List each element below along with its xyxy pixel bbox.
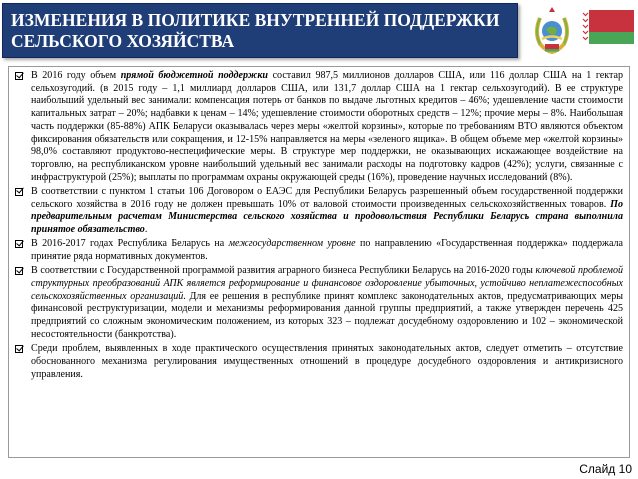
bullet-text: В 2016 году объем: [31, 70, 121, 81]
belarus-flag-icon: [582, 10, 634, 44]
bullet-emphasis: прямой бюджетной поддержки: [120, 70, 269, 81]
bullet-emphasis: По предварительным расчетам Министерства сельского хозяйства и продовольствия Республики Беларусь страна выполнила принятое обязательство: [31, 198, 623, 236]
bullet-text: В соответствии с Государственной программой развития аграрного бизнеса Республики Беларусь на 2016-2020 годы: [31, 265, 536, 277]
bullet-text: .: [144, 224, 148, 236]
slide-title-line-2: СЕЛЬСКОГО ХОЗЯЙСТВА: [11, 31, 235, 51]
bullet-emphasis: межгосударственном уровне: [228, 238, 356, 250]
checkbox-icon: [15, 267, 23, 275]
bullet-text: В соответствии с пунктом 1 статьи 106 Договором о ЕАЭС для Республики Беларусь разрешенный объем государственной поддержки сельского хозяйства в 2016 году не должен превышать 10% от валовой стоимости произведенных сельскохозяйственных товаров.: [31, 185, 623, 210]
bullet-emphasis: ключевой проблемой структурных преобразований АПК является реформирование и финансовое оздоровление убыточных, устойчиво неплатежеспособных сельскохозяйственных организаций: [31, 265, 624, 302]
bullet-item: [15, 343, 623, 381]
checkbox-icon: [15, 345, 23, 353]
belarus-emblem-icon: [532, 4, 572, 54]
bullet-text: В 2016-2017 годах Республика Беларусь на: [31, 238, 229, 250]
slide-title-banner: [2, 3, 518, 58]
slide-title-line-1: ИЗМЕНЕНИЯ В ПОЛИТИКЕ ВНУТРЕННЕЙ ПОДДЕРЖКИ: [11, 10, 500, 30]
bullet-text: Среди проблем, выявленных в ходе практического осуществления принятых законодательных актов, следует отметить – отсутствие обоснованного механизма регулирования имущественных отношений в процедуре досудебного оздоровления и антикризисного управления.: [31, 343, 623, 380]
bullet-text: . Для ее решения в республике принят комплекс законодательных актов, предусматривающих меры финансовой реструктуризации, модели и механизмы реформирования данной группы предприятий, а также утвержден перечень 425 предприятий со сложным экономическим положением, из которых 323 – подлежат досудебному оздоровлению и 102 – экономической несостоятельности (банкротства).: [31, 290, 623, 340]
bullet-item: [15, 265, 623, 341]
slide-content: [8, 66, 630, 458]
checkbox-icon: [15, 72, 23, 80]
bullet-item: [15, 70, 623, 184]
bullet-item: [15, 238, 623, 263]
bullet-text: по направлению «Государственная поддержка» поддержала принятие ряда нормативных документов.: [31, 238, 624, 263]
bullet-text: составил 987,5 миллионов долларов США, или 116 доллар США на 1 гектар сельхозугодий. (в 2015 году – 1,1 миллиард долларов США, или 131,7 доллар США на 1 гектар сельхозугодий). В ее структуре наибольший удельный вес занимали: компенсация потерь от банков по выдаче льготных кредитов – 46%; удешевление части стоимости капитальных затрат – 20%; надбавки к ценам – 14%; удешевление стоимости оборотных средств – 12%; прочие меры – 8%. Наибольшая часть поддержки (85-88%) АПК Беларуси оказывалась через меры «желтой корзины», которые по требованиям ВТО являются объектом фиксирования обязательств или сокращения, и 12-15% направляется на меры «зеленого ящика». В общем объеме мер «желтой корзины» 98,0% составляют продуктово-неспецифические меры. В структуре мер поддержки, не оказывающих искажающее воздействие на торговлю, на республиканском уровне наибольший удельный вес занимали расходы на подготовку кадров (42%); услуги, связанные с инфраструктурой (25%); выплаты по программам охраны окружающей среды (16%), проведение научных исследований (8%).: [31, 70, 624, 183]
slide-title: [3, 4, 517, 58]
bullet-item: [15, 186, 623, 237]
checkbox-icon: [15, 188, 23, 196]
slide-number: Слайд 10: [579, 462, 632, 476]
checkbox-icon: [15, 240, 23, 248]
